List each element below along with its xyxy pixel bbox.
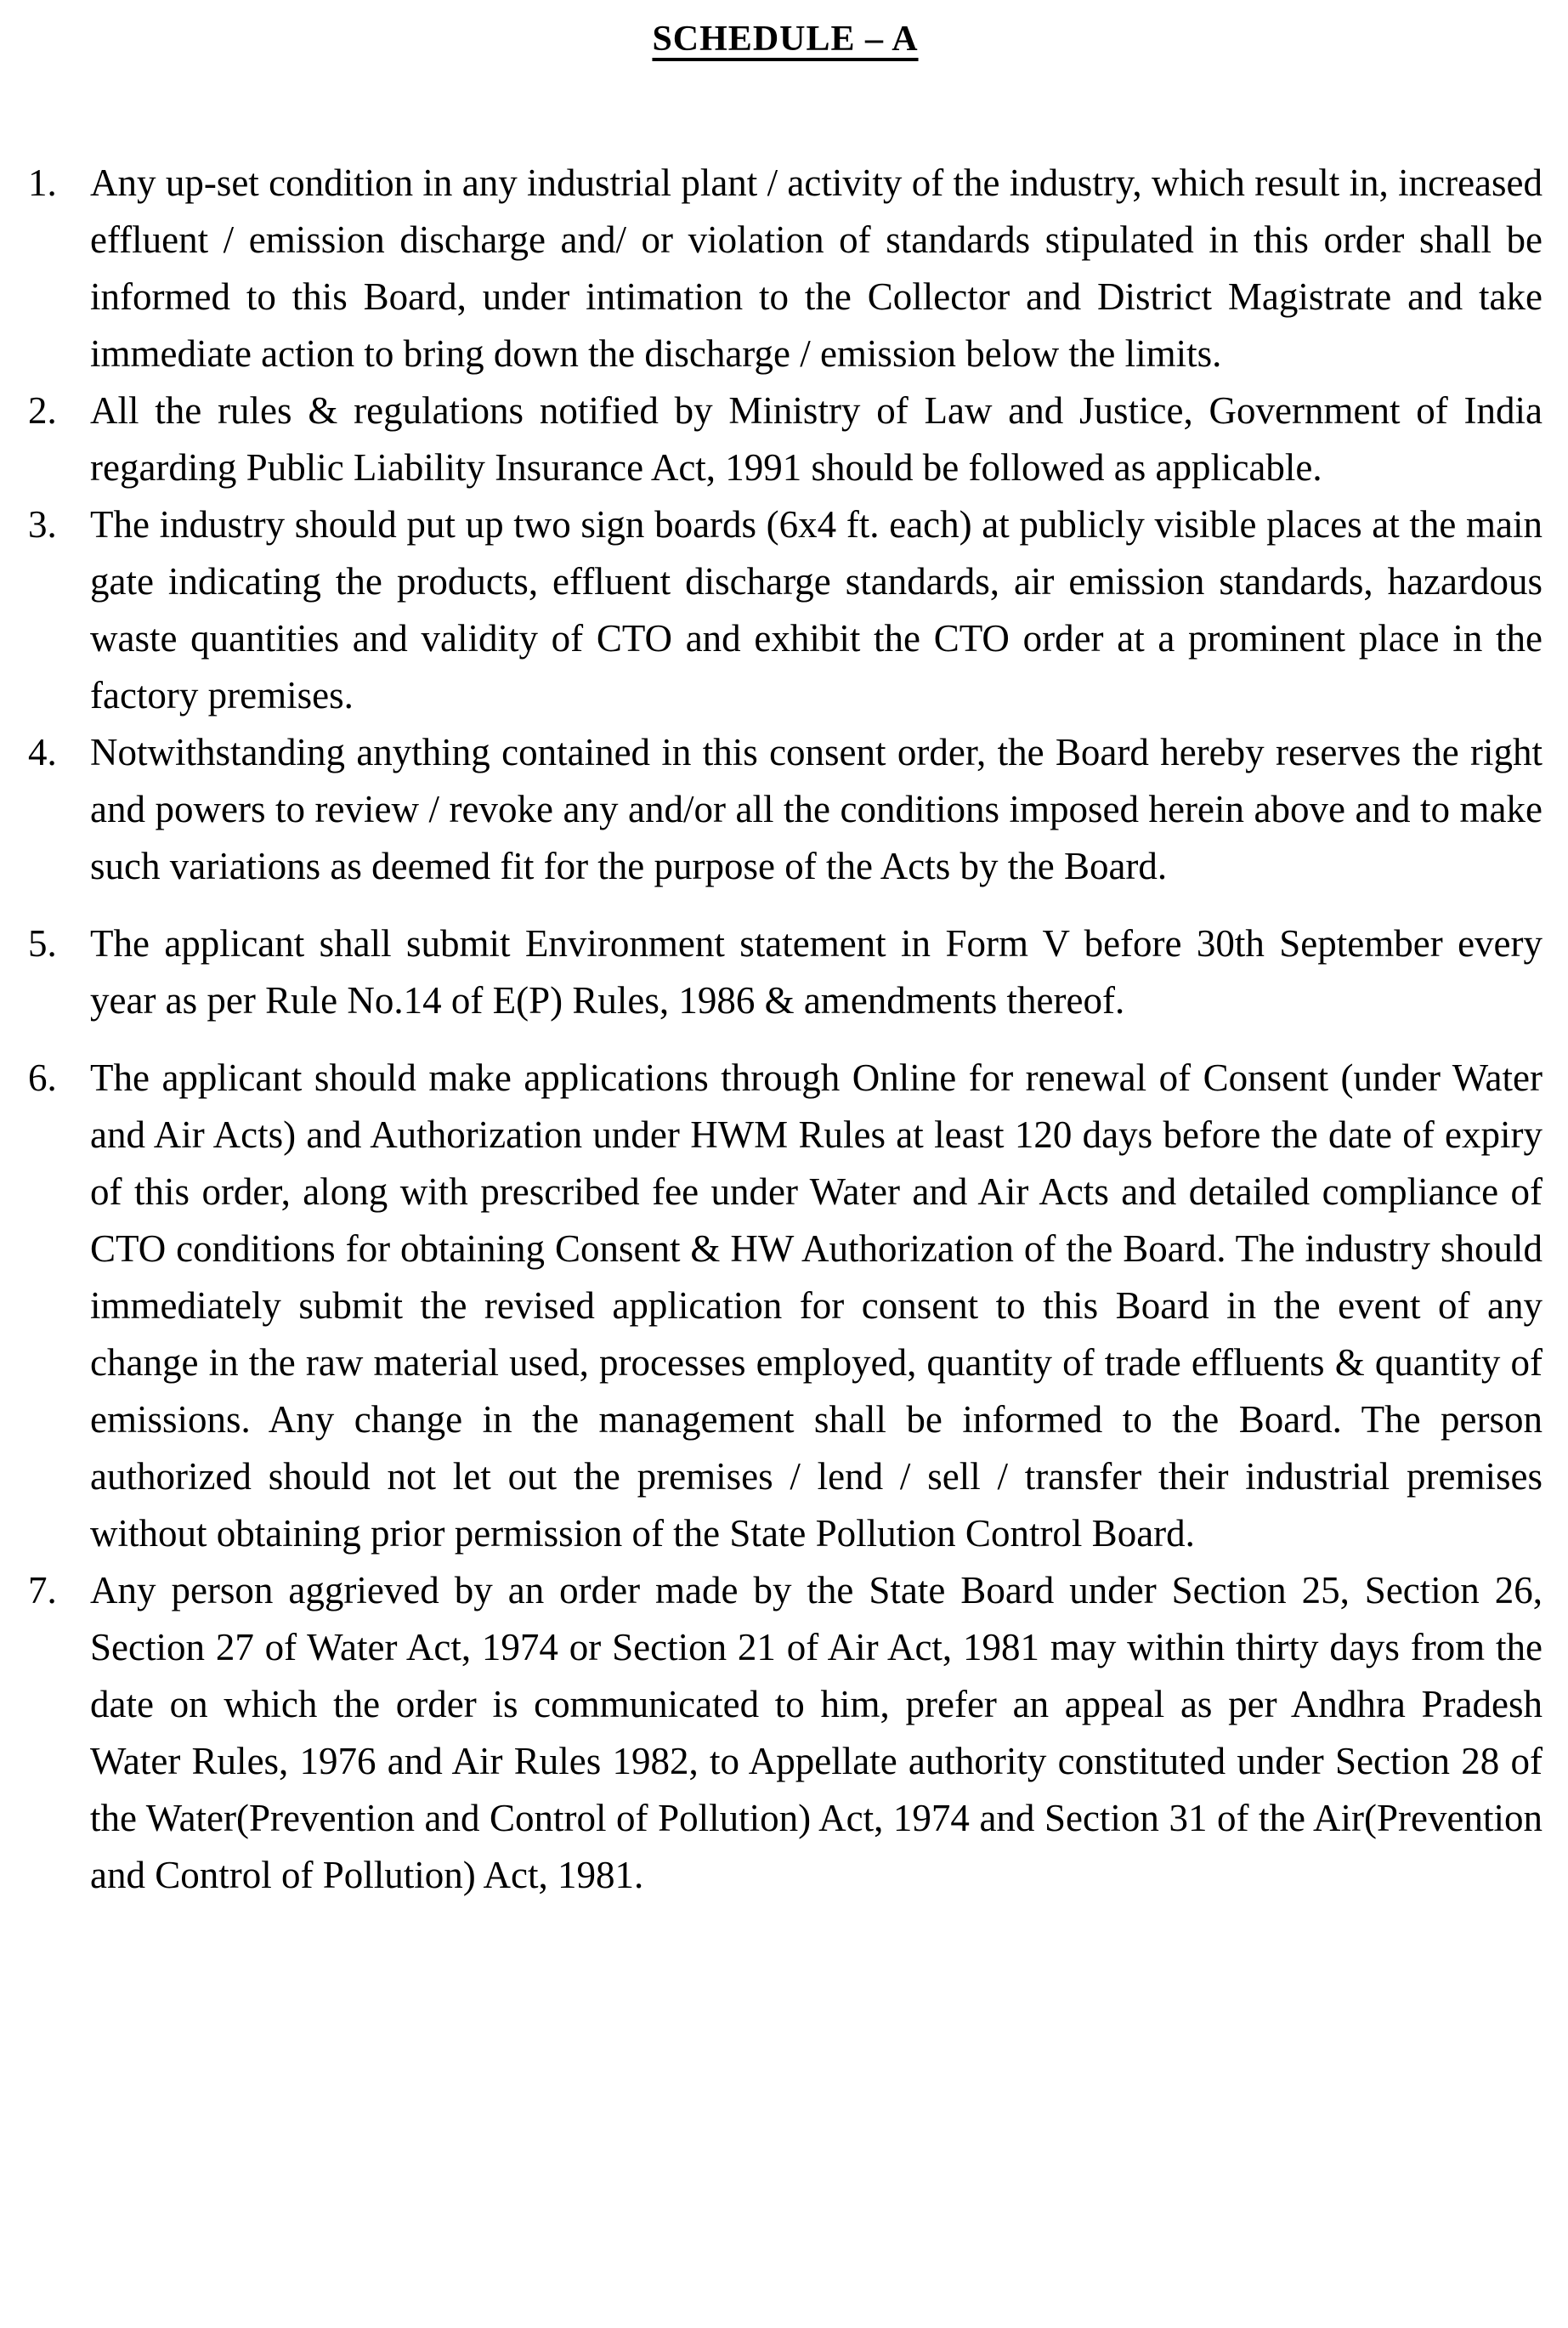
list-item bbox=[28, 496, 1543, 724]
item-text: Any up-set condition in any industrial plant / activity of the industry, which result in, increased effluent / emission discharge and/ or violation of standards stipulated in this order shall be informed to this Board, under intimation to the Collector and District Magistrate and take immediate action to bring down the discharge / emission below the limits. bbox=[90, 161, 1543, 375]
item-text: All the rules & regulations notified by Ministry of Law and Justice, Government of India regarding Public Liability Insurance Act, 1991 should be followed as applicable. bbox=[90, 389, 1543, 489]
item-text: The applicant should make applications through Online for renewal of Consent (under Water and Air Acts) and Authorization under HWM Rules at least 120 days before the date of expiry of this order, along with prescribed fee under Water and Air Acts and detailed compliance of CTO conditions for obtaining Consent & HW Authorization of the Board. The industry should immediately submit the revised application for consent to this Board in the event of any change in the raw material used, processes employed, quantity of trade effluents & quantity of emissions. Any change in the management shall be informed to the Board. The person authorized should not let out the premises / lend / sell / transfer their industrial premises without obtaining prior permission of the State Pollution Control Board. bbox=[90, 1056, 1543, 1555]
item-number: 6. bbox=[28, 1056, 57, 1099]
list-item bbox=[28, 1562, 1543, 1904]
item-number: 7. bbox=[28, 1569, 57, 1611]
item-text: Notwithstanding anything contained in this consent order, the Board hereby reserves the right and powers to review / revoke any and/or all the conditions imposed herein above and to make such variations as deemed fit for the purpose of the Acts by the Board. bbox=[90, 731, 1543, 887]
item-number: 5. bbox=[28, 922, 57, 965]
item-number: 3. bbox=[28, 503, 57, 546]
item-number: 4. bbox=[28, 731, 57, 773]
page-title bbox=[28, 14, 1543, 65]
conditions-list bbox=[28, 155, 1543, 1904]
list-item bbox=[28, 382, 1543, 496]
list-item bbox=[28, 1050, 1543, 1562]
list-item bbox=[28, 155, 1543, 382]
page-title-text: SCHEDULE – A bbox=[652, 20, 919, 59]
item-text: The industry should put up two sign boards (6x4 ft. each) at publicly visible places at the main gate indicating the products, effluent discharge standards, air emission standards, hazardous waste quantities and validity of CTO and exhibit the CTO order at a prominent place in the factory premises. bbox=[90, 503, 1543, 717]
list-item bbox=[28, 915, 1543, 1029]
item-number: 1. bbox=[28, 161, 57, 204]
list-item bbox=[28, 724, 1543, 895]
item-number: 2. bbox=[28, 389, 57, 432]
item-text: Any person aggrieved by an order made by the State Board under Section 25, Section 26, Section 27 of Water Act, 1974 or Section 21 of Air Act, 1981 may within thirty days from the date on which the order is communicated to him, prefer an appeal as per Andhra Pradesh Water Rules, 1976 and Air Rules 1982, to Appellate authority constituted under Section 28 of the Water(Prevention and Control of Pollution) Act, 1974 and Section 31 of the Air(Prevention and Control of Pollution) Act, 1981. bbox=[90, 1569, 1543, 1896]
item-text: The applicant shall submit Environment statement in Form V before 30th September every year as per Rule No.14 of E(P) Rules, 1986 & amendments thereof. bbox=[90, 922, 1543, 1022]
